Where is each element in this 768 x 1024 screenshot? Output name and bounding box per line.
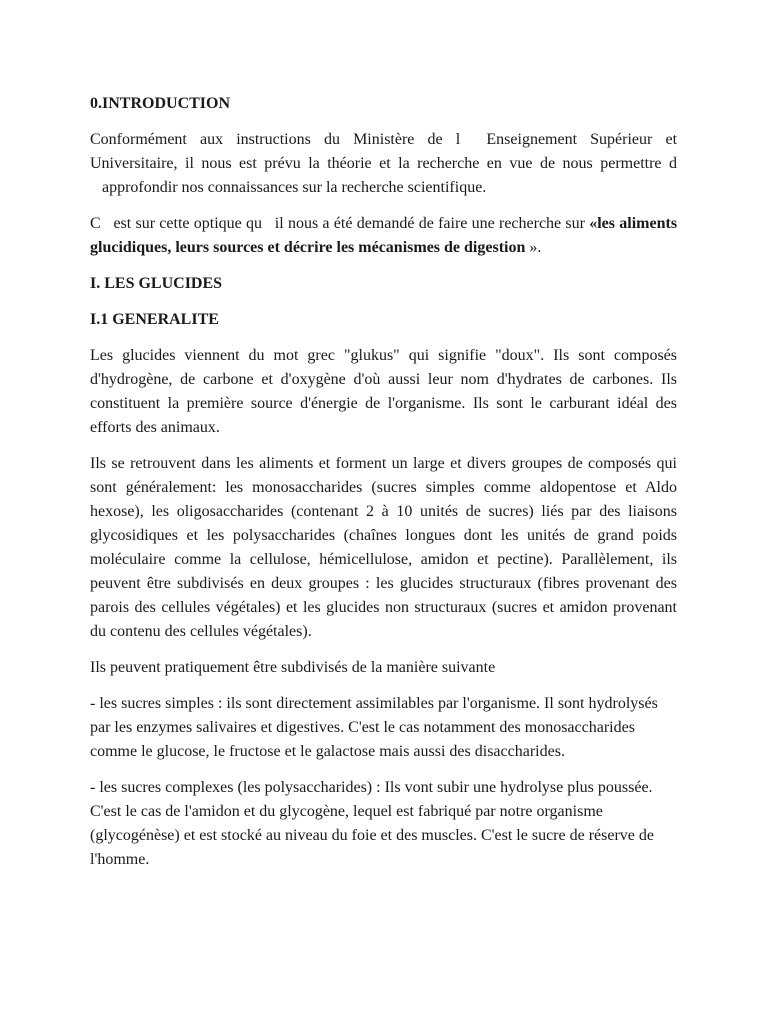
intro-paragraph-1 <box>90 128 677 200</box>
document-page <box>90 92 677 884</box>
generalite-paragraph-4: - les sucres simples : ils sont directement assimilables par l'organisme. Il sont hydrolysés par les enzymes salivaires et digestives. C'est le cas notamment des monosaccharides comme le glucose, le fructose et le galactose mais aussi des disaccharides. <box>90 695 658 760</box>
intro-p1-part-b: Enseignement Supérieur et Universitaire, il nous est prévu la théorie et la recherche en vue de nous permettre d <box>90 131 678 172</box>
introduction-heading: 0.INTRODUCTION <box>90 95 231 112</box>
generalite-paragraph-5: - les sucres complexes (les polysaccharides) : Ils vont subir une hydrolyse plus poussée. C'est le cas de l'amidon et du glycogène, lequel est fabriqué par notre organisme (glycogénèse) et est stocké au niveau du foie et des muscles. C'est le sucre de réserve de l'homme. <box>90 779 654 868</box>
intro-p1-part-c: approfondir nos connaissances sur la recherche scientifique. <box>102 179 487 196</box>
intro-p2-emphasis: «les aliments glucidiques, leurs sources et décrire les mécanismes de digestion <box>90 215 678 256</box>
intro-p2-end: ». <box>529 239 542 256</box>
generalite-paragraph-2: Ils se retrouvent dans les aliments et forment un large et divers groupes de composés qui sont généralement: les monosaccharides (sucres simples comme aldopentose et Aldo hexose), les oligosaccharides (contenant 2 à 10 unités de sucres) liés par des liaisons glycosidiques et les polysaccharides (chaînes longues dont les unités de grand poids moléculaire comme la cellulose, hémicellulose, amidon et pectine). Parallèlement, ils peuvent être subdivisés en deux groupes : les glucides structuraux (fibres provenant des parois des cellules végétales) et les glucides non structuraux (sucres et amidon provenant du contenu des cellules végétales). <box>90 455 677 640</box>
generalite-paragraph-3: Ils peuvent pratiquement être subdivisés de la manière suivante <box>90 659 496 676</box>
intro-paragraph-2 <box>90 212 677 260</box>
intro-p2-part-b: est sur cette optique qu <box>113 215 263 232</box>
generalite-paragraph-1: Les glucides viennent du mot grec "glukus" qui signifie "doux". Ils sont composés d'hydrogène, de carbone et d'oxygène d'où aussi leur nom d'hydrates de carbones. Ils constituent la première source d'énergie de l'organisme. Ils sont le carburant idéal des efforts des animaux. <box>90 347 677 436</box>
intro-p2-part-a: C <box>90 215 101 232</box>
intro-p2-part-c: il nous a été demandé de faire une recherche sur <box>274 215 585 232</box>
section-generalite-heading: I.1 GENERALITE <box>90 311 219 328</box>
intro-p1-part-a: Conformément aux instructions du Ministère de l <box>90 131 461 148</box>
section-glucides-heading: I. LES GLUCIDES <box>90 275 223 292</box>
